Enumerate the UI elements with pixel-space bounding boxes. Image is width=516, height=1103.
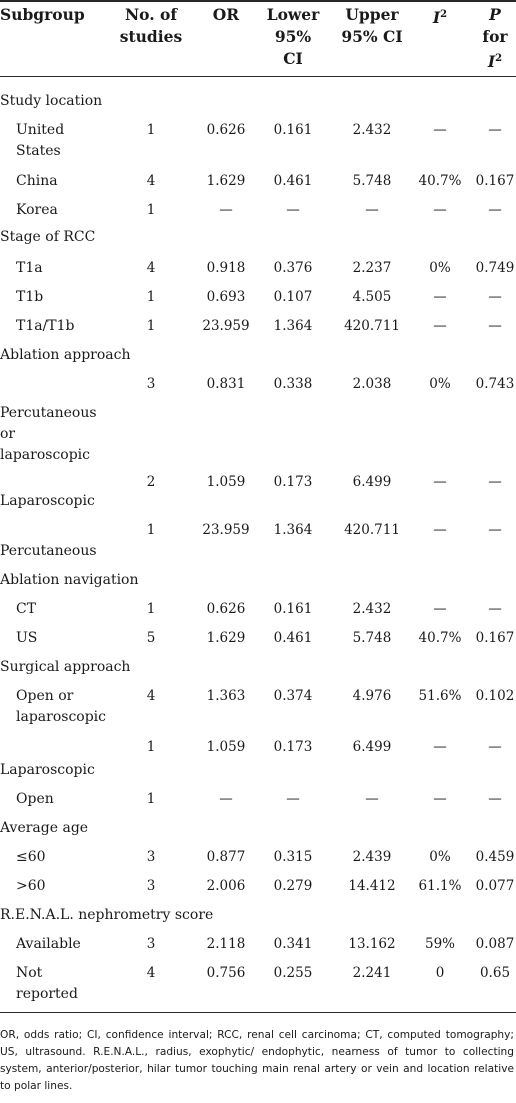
header-lower-line: CI (283, 49, 303, 68)
cell-i2: — (433, 522, 447, 538)
cell-p: — (488, 122, 502, 138)
label-line: Percutaneous (0, 405, 97, 421)
cell-p: — (488, 522, 502, 538)
cell-p: 0.65 (479, 965, 511, 981)
cell-i2: — (433, 791, 447, 807)
cell-i2: — (433, 289, 447, 305)
cell-or: 23.959 (202, 522, 250, 538)
cell-upper: 5.748 (352, 630, 392, 646)
cell-n: 5 (146, 630, 156, 646)
category-label (0, 403, 97, 466)
cell-i2: 51.6% (418, 688, 462, 704)
label-line: Available (16, 936, 81, 952)
cell-upper: 6.499 (352, 739, 392, 755)
row-label (16, 316, 75, 337)
cell-lower: — (286, 791, 300, 807)
header-studies (112, 4, 190, 48)
cell-i2: — (433, 739, 447, 755)
cell-lower: 0.107 (273, 289, 313, 305)
cell-n: 1 (146, 289, 156, 305)
cell-p: 0.743 (475, 376, 515, 392)
cell-upper: 4.505 (352, 289, 392, 305)
row-label (16, 934, 81, 955)
cell-or: — (219, 202, 233, 218)
bottom-rule (0, 1012, 516, 1013)
row-label (16, 599, 36, 620)
cell-or: 1.629 (206, 173, 246, 189)
cell-upper: 2.432 (352, 122, 392, 138)
cell-lower: 1.364 (273, 522, 313, 538)
row-label (16, 120, 64, 162)
row-label (16, 847, 46, 868)
cell-lower: 0.461 (273, 173, 313, 189)
cell-or: 1.059 (206, 474, 246, 490)
cell-upper: 5.748 (352, 173, 392, 189)
cell-n: 3 (146, 849, 156, 865)
header-upper-line: Upper (345, 5, 399, 24)
label-line: ≤60 (16, 849, 46, 865)
header-upper-line: 95% CI (341, 27, 403, 46)
header-studies-line: studies (119, 27, 183, 46)
label-line: >60 (16, 878, 46, 894)
cell-lower: 0.461 (273, 630, 313, 646)
category-label (0, 657, 130, 678)
cell-upper: — (365, 202, 379, 218)
cell-i2: 40.7% (418, 630, 462, 646)
label-line: Surgical approach (0, 659, 131, 675)
cell-n: 1 (146, 791, 156, 807)
top-rule (0, 0, 516, 2)
label-line: Laparoscopic (0, 762, 95, 778)
cell-lower: — (286, 202, 300, 218)
cell-upper: — (365, 791, 379, 807)
category-label (0, 905, 213, 926)
cell-lower: 0.279 (273, 878, 313, 894)
row-label (16, 258, 43, 279)
cell-or: 2.006 (206, 878, 246, 894)
cell-p: 0.459 (475, 849, 515, 865)
cell-upper: 4.976 (352, 688, 392, 704)
label-line: China (16, 173, 58, 189)
cell-p: — (488, 318, 502, 334)
table-footnote: OR, odds ratio; CI, confidence interval; RCC, renal cell carcinoma; CT, computed tomography; US, ultrasound. R.E.N.A.L., radius, exophytic/ endophytic, nearness of tumor to collecting system, anterior/posterior, hilar tumor touching main renal artery or vein and location relative to polar lines. (0, 1029, 514, 1092)
label-line: Open or (16, 688, 74, 704)
cell-or: 1.059 (206, 739, 246, 755)
cell-i2: 40.7% (418, 173, 462, 189)
label-line: laparoscopic (16, 709, 106, 725)
label-line: R.E.N.A.L. nephrometry score (0, 907, 214, 923)
cell-or: — (219, 791, 233, 807)
label-line: Laparoscopic (0, 493, 95, 509)
label-line: T1a (16, 260, 43, 276)
cell-p: 0.102 (475, 688, 515, 704)
cell-upper: 2.038 (352, 376, 392, 392)
cell-n: 1 (146, 739, 156, 755)
row-label (16, 789, 54, 810)
label-line: laparoscopic (0, 447, 90, 463)
header-i2-symbol: I (432, 8, 441, 28)
row-label (16, 287, 43, 308)
cell-or: 0.756 (206, 965, 246, 981)
label-line: United (16, 122, 65, 138)
cell-n: 3 (146, 376, 156, 392)
row-label (16, 200, 58, 221)
cell-i2: — (433, 318, 447, 334)
header-i2-sup: 2 (440, 9, 448, 20)
cell-upper: 420.711 (344, 318, 400, 334)
cell-n: 3 (146, 936, 156, 952)
row-label (16, 686, 106, 728)
label-line: Ablation navigation (0, 572, 139, 588)
cell-p: — (488, 791, 502, 807)
header-p-line: for (482, 27, 508, 46)
cell-i2: 0% (429, 849, 451, 865)
label-line: reported (16, 986, 78, 1002)
cell-or: 0.693 (206, 289, 246, 305)
cell-lower: 0.374 (273, 688, 313, 704)
category-label (0, 570, 139, 591)
cell-n: 3 (146, 878, 156, 894)
cell-n: 4 (146, 173, 156, 189)
cell-or: 0.626 (206, 601, 246, 617)
label-line: Korea (16, 202, 58, 218)
cell-n: 4 (146, 688, 156, 704)
header-p (474, 4, 516, 73)
row-label (16, 171, 58, 192)
cell-or: 2.118 (206, 936, 246, 952)
cell-i2: — (433, 601, 447, 617)
label-line: T1b (16, 289, 44, 305)
cell-n: 1 (146, 202, 156, 218)
cell-lower: 0.376 (273, 260, 313, 276)
category-label (0, 541, 97, 562)
cell-i2: 59% (424, 936, 455, 952)
cell-or: 0.918 (206, 260, 246, 276)
cell-n: 1 (146, 318, 156, 334)
cell-upper: 2.432 (352, 601, 392, 617)
header-rule (0, 76, 516, 77)
label-line: CT (16, 601, 37, 617)
cell-lower: 0.173 (273, 739, 313, 755)
label-line: Not (16, 965, 43, 981)
cell-lower: 0.173 (273, 474, 313, 490)
cell-p: 0.077 (475, 878, 515, 894)
cell-lower: 0.161 (273, 122, 313, 138)
row-label (16, 876, 46, 897)
header-p-line: $I^2$ (487, 52, 503, 72)
cell-or: 0.626 (206, 122, 246, 138)
row-label (16, 963, 78, 1005)
cell-p: — (488, 601, 502, 617)
category-label (0, 91, 102, 112)
cell-p: — (488, 289, 502, 305)
label-line: Open (16, 791, 54, 807)
cell-n: 1 (146, 122, 156, 138)
cell-upper: 420.711 (344, 522, 400, 538)
cell-p: — (488, 202, 502, 218)
label-line: Percutaneous (0, 543, 97, 559)
cell-upper: 13.162 (348, 936, 396, 952)
header-or: OR (212, 5, 240, 24)
cell-or: 1.629 (206, 630, 246, 646)
cell-i2: 61.1% (418, 878, 462, 894)
label-line: Average age (0, 820, 89, 836)
cell-lower: 0.338 (273, 376, 313, 392)
cell-i2: 0 (435, 965, 445, 981)
cell-lower: 0.315 (273, 849, 313, 865)
cell-n: 4 (146, 260, 156, 276)
cell-or: 0.877 (206, 849, 246, 865)
cell-lower: 0.341 (273, 936, 313, 952)
category-label (0, 345, 131, 366)
cell-i2: 0% (429, 376, 451, 392)
cell-n: 2 (146, 474, 156, 490)
label-line: US (16, 630, 38, 646)
cell-p: 0.087 (475, 936, 515, 952)
header-studies-line: No. of (124, 5, 178, 24)
cell-i2: — (433, 122, 447, 138)
cell-n: 1 (146, 601, 156, 617)
category-label (0, 818, 88, 839)
cell-p: — (488, 474, 502, 490)
cell-p: — (488, 739, 502, 755)
header-i2 (418, 4, 462, 29)
cell-i2: 0% (429, 260, 451, 276)
category-label (0, 227, 95, 248)
cell-p: 0.749 (475, 260, 515, 276)
cell-p: 0.167 (475, 630, 515, 646)
cell-upper: 2.439 (352, 849, 392, 865)
label-line: Ablation approach (0, 347, 131, 363)
category-label (0, 760, 95, 781)
header-lower-line: 95% (274, 27, 312, 46)
cell-i2: — (433, 202, 447, 218)
cell-upper: 6.499 (352, 474, 392, 490)
row-label (16, 628, 37, 649)
cell-upper: 14.412 (348, 878, 396, 894)
cell-or: 23.959 (202, 318, 250, 334)
header-lower-line: Lower (266, 5, 320, 24)
label-line: States (16, 143, 61, 159)
label-line: T1a/T1b (16, 318, 75, 334)
label-line: Stage of RCC (0, 229, 96, 245)
header-subgroup: Subgroup (0, 5, 85, 24)
cell-p: 0.167 (475, 173, 515, 189)
header-p-line: P (489, 5, 501, 24)
cell-n: 4 (146, 965, 156, 981)
cell-n: 1 (146, 522, 156, 538)
cell-lower: 1.364 (273, 318, 313, 334)
header-lower (262, 4, 324, 70)
cell-i2: — (433, 474, 447, 490)
cell-or: 0.831 (206, 376, 246, 392)
label-line: Study location (0, 93, 103, 109)
cell-lower: 0.255 (273, 965, 313, 981)
cell-lower: 0.161 (273, 601, 313, 617)
cell-or: 1.363 (206, 688, 246, 704)
header-upper (334, 4, 410, 48)
cell-upper: 2.241 (352, 965, 392, 981)
category-label (0, 491, 95, 512)
cell-upper: 2.237 (352, 260, 392, 276)
label-line: or (0, 426, 16, 442)
